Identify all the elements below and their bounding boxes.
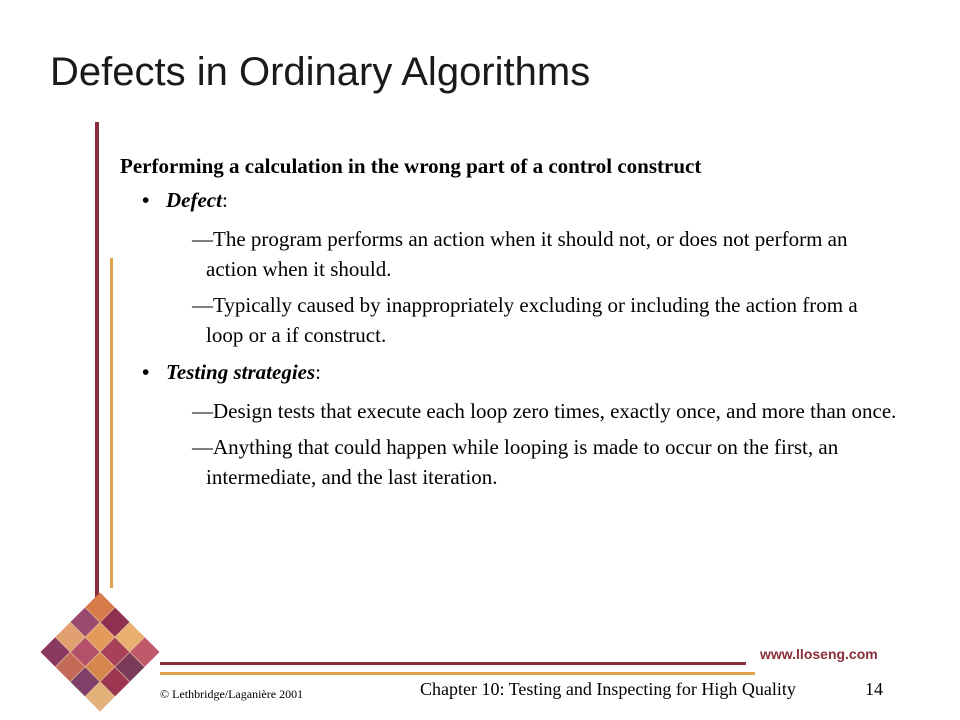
slide-content bbox=[120, 150, 900, 498]
chapter-footer: Chapter 10: Testing and Inspecting for High Quality bbox=[420, 679, 796, 699]
decorative-vertical-line-dark bbox=[95, 122, 99, 662]
copyright-text: © Lethbridge/Laganière 2001 bbox=[160, 687, 304, 701]
bullet-dot-icon: • bbox=[142, 360, 150, 384]
bullet-suffix: : bbox=[315, 360, 321, 384]
bullet-testing-strategies bbox=[142, 356, 900, 388]
quilt-diamond-logo-icon bbox=[38, 590, 162, 714]
bullet-dot-icon: • bbox=[142, 188, 150, 212]
website-link[interactable]: www.lloseng.com bbox=[760, 646, 878, 662]
page-number: 14 bbox=[865, 679, 883, 699]
bullet-label: Defect bbox=[166, 188, 222, 212]
bullet-suffix: : bbox=[221, 188, 228, 212]
sub-item: —Anything that could happen while looping is made to occur on the first, an intermediate, and the last iteration. bbox=[192, 435, 839, 489]
sub-item: —Typically caused by inappropriately excluding or including the action from a loop or a if construct. bbox=[192, 293, 858, 347]
sub-item: —The program performs an action when it should not, or does not perform an action when it should. bbox=[192, 227, 848, 281]
section-heading: Performing a calculation in the wrong part of a control construct bbox=[120, 154, 702, 178]
decorative-horizontal-line-orange bbox=[160, 672, 755, 675]
decorative-horizontal-line-dark bbox=[160, 662, 746, 665]
decorative-vertical-line-orange bbox=[110, 258, 113, 588]
bullet-label: Testing strategies bbox=[166, 360, 316, 384]
slide-title: Defects in Ordinary Algorithms bbox=[50, 50, 591, 94]
sub-item: —Design tests that execute each loop zero times, exactly once, and more than once. bbox=[192, 399, 897, 423]
bullet-defect bbox=[142, 184, 900, 216]
